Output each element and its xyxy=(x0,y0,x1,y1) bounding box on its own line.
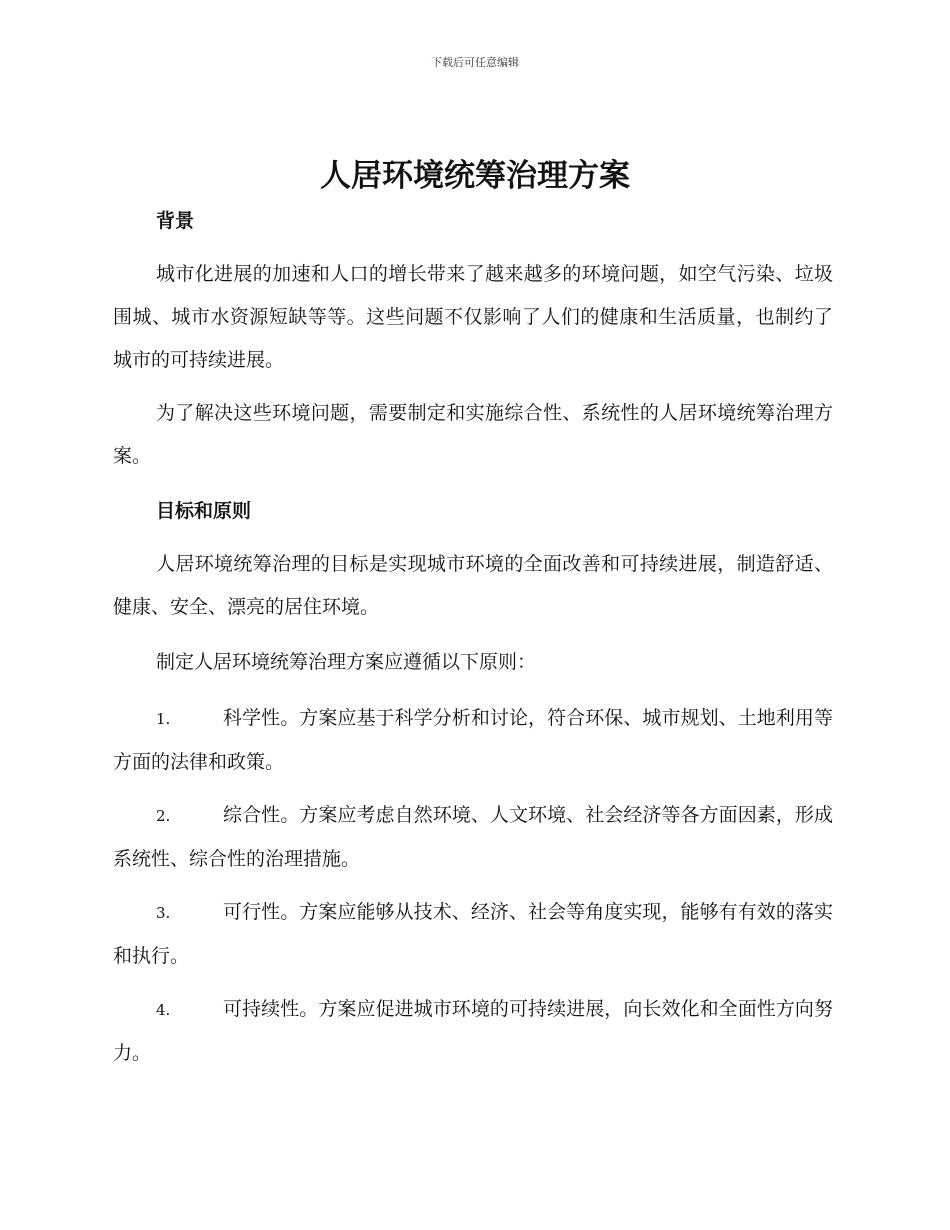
principle-item-1 xyxy=(113,697,833,784)
goals-paragraph-2 xyxy=(113,641,833,684)
background-paragraph-2 xyxy=(113,392,833,478)
background-paragraph-1 xyxy=(113,253,833,382)
principle-item-3 xyxy=(113,891,833,978)
list-number: 3. xyxy=(156,904,171,922)
list-item xyxy=(113,891,833,978)
paragraph: 人居环境统筹治理的目标是实现城市环境的全面改善和可持续进展，制造舒适、健康、安全、漂亮的居住环境。 xyxy=(113,553,833,618)
list-number: 2. xyxy=(156,807,171,825)
section-goals xyxy=(113,497,833,525)
document-title: 人居环境统筹治理方案 xyxy=(320,158,630,194)
list-item-text: 科学性。方案应基于科学分析和讨论，符合环保、城市规划、土地利用等方面的法律和政策。 xyxy=(113,707,833,773)
list-item xyxy=(113,697,833,784)
list-number: 4. xyxy=(156,1001,171,1019)
list-item-text: 综合性。方案应考虑自然环境、人文环境、社会经济等各方面因素，形成系统性、综合性的治理措施。 xyxy=(113,804,833,870)
paragraph: 为了解决这些环境问题，需要制定和实施综合性、系统性的人居环境统筹治理方案。 xyxy=(113,402,833,467)
section-heading-goals: 目标和原则 xyxy=(156,500,252,522)
paragraph: 制定人居环境统筹治理方案应遵循以下原则： xyxy=(156,651,537,673)
list-item-text: 可行性。方案应能够从技术、经济、社会等角度实现，能够有有效的落实和执行。 xyxy=(113,901,833,967)
list-item-text: 可持续性。方案应促进城市环境的可持续进展，向长效化和全面性方向努力。 xyxy=(113,998,833,1064)
list-item xyxy=(113,988,833,1075)
list-number: 1. xyxy=(156,710,171,728)
principle-item-2 xyxy=(113,794,833,881)
section-heading-background: 背景 xyxy=(156,210,195,232)
list-item xyxy=(113,794,833,881)
principle-item-4 xyxy=(113,988,833,1075)
paragraph: 城市化进展的加速和人口的增长带来了越来越多的环境问题，如空气污染、垃圾围城、城市水资源短缺等等。这些问题不仅影响了人们的健康和生活质量，也制约了城市的可持续进展。 xyxy=(113,263,833,371)
header-note: 下载后可任意编辑 xyxy=(431,56,519,69)
section-background xyxy=(113,207,833,235)
goals-paragraph-1 xyxy=(113,543,833,629)
